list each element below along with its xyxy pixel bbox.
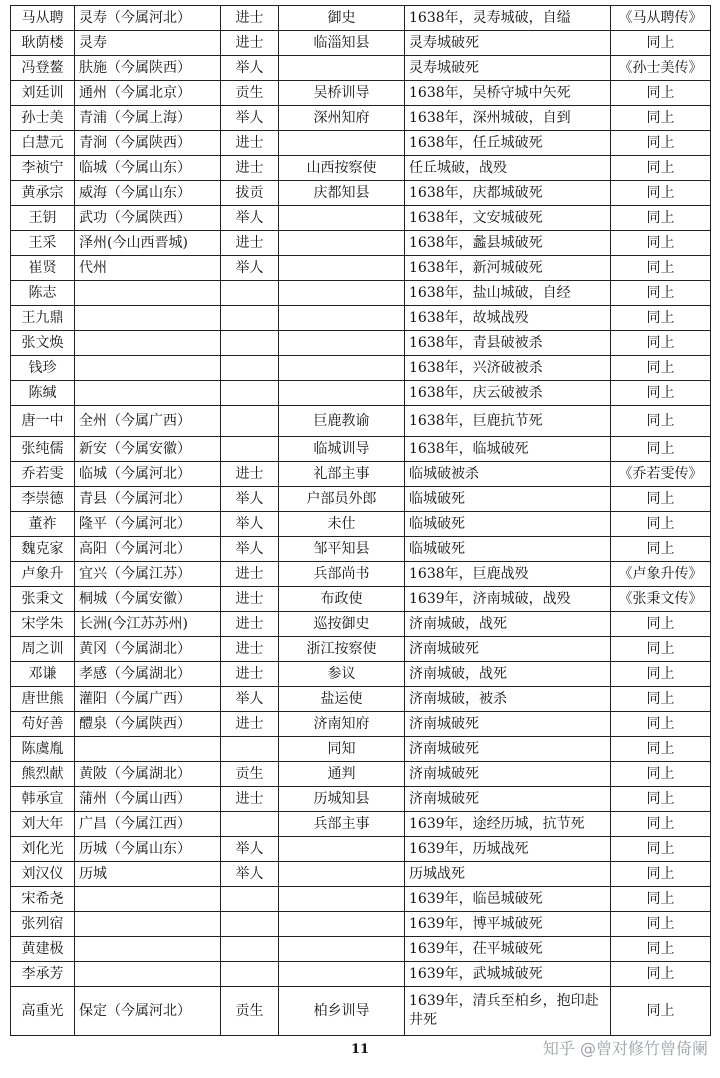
- cell-place: 泽州(今山西晋城): [75, 231, 221, 256]
- cell-degree: 举人: [221, 862, 279, 887]
- cell-degree: 举人: [221, 206, 279, 231]
- cell-degree: [221, 737, 279, 762]
- table-row: [11, 256, 711, 281]
- cell-name: 唐世熊: [11, 687, 75, 712]
- table-row: [11, 712, 711, 737]
- cell-office: [279, 306, 405, 331]
- cell-source: 《张秉文传》: [611, 587, 711, 612]
- cell-place: 孝感（今属湖北）: [75, 662, 221, 687]
- table-row: [11, 156, 711, 181]
- table-row: [11, 306, 711, 331]
- cell-office: [279, 837, 405, 862]
- page-number: 11: [350, 1042, 370, 1057]
- cell-place: [75, 962, 221, 987]
- cell-place: 蒲州（今属山西）: [75, 787, 221, 812]
- cell-event: 1638年，任丘城破死: [405, 131, 611, 156]
- cell-place: 高阳（今属河北）: [75, 537, 221, 562]
- cell-source: 同上: [611, 31, 711, 56]
- cell-degree: [221, 812, 279, 837]
- cell-source: 《卢象升传》: [611, 562, 711, 587]
- cell-office: 同知: [279, 737, 405, 762]
- cell-name: 张文焕: [11, 331, 75, 356]
- cell-place: 灵寿: [75, 31, 221, 56]
- table-row: [11, 206, 711, 231]
- cell-source: 同上: [611, 81, 711, 106]
- cell-office: 通判: [279, 762, 405, 787]
- cell-name: 白慧元: [11, 131, 75, 156]
- cell-event: 1638年，临城破死: [405, 437, 611, 462]
- cell-event: 1639年，清兵至柏乡，抱印赴井死: [405, 987, 611, 1036]
- cell-office: 山西按察使: [279, 156, 405, 181]
- table-row: [11, 937, 711, 962]
- cell-place: 新安（今属安徽）: [75, 437, 221, 462]
- table-row: [11, 381, 711, 406]
- table-row: [11, 662, 711, 687]
- cell-name: 张列宿: [11, 912, 75, 937]
- cell-source: 同上: [611, 156, 711, 181]
- watermark: 知乎 @曾对修竹曾倚阑: [542, 1039, 708, 1058]
- cell-degree: 进士: [221, 612, 279, 637]
- table-row: [11, 281, 711, 306]
- cell-event: 1638年，兴济破被杀: [405, 356, 611, 381]
- cell-degree: [221, 331, 279, 356]
- cell-source: 同上: [611, 281, 711, 306]
- cell-office: 兵部尚书: [279, 562, 405, 587]
- cell-name: 李祯宁: [11, 156, 75, 181]
- cell-name: 高重光: [11, 987, 75, 1036]
- cell-place: 青涧（今属陕西）: [75, 131, 221, 156]
- cell-event: 济南城破死: [405, 637, 611, 662]
- cell-event: 1638年，新河城破死: [405, 256, 611, 281]
- cell-source: 《马从聘传》: [611, 6, 711, 31]
- cell-name: 宋学朱: [11, 612, 75, 637]
- cell-place: 武功（今属陕西）: [75, 206, 221, 231]
- cell-event: 济南城破死: [405, 762, 611, 787]
- table-row: [11, 231, 711, 256]
- cell-place: [75, 381, 221, 406]
- cell-place: 威海（今属山东）: [75, 181, 221, 206]
- cell-source: 同上: [611, 662, 711, 687]
- cell-degree: [221, 887, 279, 912]
- cell-event: 1639年，临邑城破死: [405, 887, 611, 912]
- table-row: [11, 356, 711, 381]
- table-row: [11, 31, 711, 56]
- cell-source: 同上: [611, 862, 711, 887]
- cell-office: [279, 256, 405, 281]
- cell-place: 青浦（今属上海）: [75, 106, 221, 131]
- cell-degree: 进士: [221, 787, 279, 812]
- cell-name: 马从聘: [11, 6, 75, 31]
- cell-place: [75, 356, 221, 381]
- cell-office: [279, 231, 405, 256]
- table-row: [11, 56, 711, 81]
- table-row: [11, 812, 711, 837]
- cell-office: 临淄知县: [279, 31, 405, 56]
- cell-name: 黄承宗: [11, 181, 75, 206]
- cell-place: 代州: [75, 256, 221, 281]
- cell-event: 临城破被杀: [405, 462, 611, 487]
- cell-source: 《乔若雯传》: [611, 462, 711, 487]
- table-row: [11, 612, 711, 637]
- table-row: [11, 131, 711, 156]
- cell-degree: 进士: [221, 31, 279, 56]
- table-row: [11, 737, 711, 762]
- cell-name: 耿荫楼: [11, 31, 75, 56]
- table-row: [11, 437, 711, 462]
- cell-source: 同上: [611, 306, 711, 331]
- cell-name: 张秉文: [11, 587, 75, 612]
- cell-name: 冯登鳌: [11, 56, 75, 81]
- cell-office: [279, 912, 405, 937]
- cell-degree: 进士: [221, 6, 279, 31]
- cell-office: 布政使: [279, 587, 405, 612]
- table-row: [11, 862, 711, 887]
- cell-name: 刘化光: [11, 837, 75, 862]
- cell-office: 巨鹿教谕: [279, 406, 405, 437]
- cell-event: 1638年，灵寿城破，自缢: [405, 6, 611, 31]
- cell-name: 张纯儒: [11, 437, 75, 462]
- cell-office: 浙江按察使: [279, 637, 405, 662]
- table-row: [11, 487, 711, 512]
- cell-source: 同上: [611, 537, 711, 562]
- cell-event: 济南城破死: [405, 737, 611, 762]
- cell-place: 历城（今属山东）: [75, 837, 221, 862]
- cell-event: 济南城破死: [405, 712, 611, 737]
- cell-source: 同上: [611, 181, 711, 206]
- cell-source: 同上: [611, 487, 711, 512]
- cell-place: 临城（今属山东）: [75, 156, 221, 181]
- cell-name: 韩承宣: [11, 787, 75, 812]
- cell-source: 同上: [611, 256, 711, 281]
- cell-office: [279, 356, 405, 381]
- cell-place: 全州（今属广西）: [75, 406, 221, 437]
- cell-office: [279, 331, 405, 356]
- cell-name: 魏克家: [11, 537, 75, 562]
- cell-degree: 进士: [221, 462, 279, 487]
- cell-source: 同上: [611, 887, 711, 912]
- cell-event: 1638年，庆都城破死: [405, 181, 611, 206]
- cell-source: 同上: [611, 812, 711, 837]
- cell-office: [279, 281, 405, 306]
- table-row: [11, 887, 711, 912]
- cell-event: 1638年，巨鹿战殁: [405, 562, 611, 587]
- cell-name: 宋希尧: [11, 887, 75, 912]
- cell-office: [279, 862, 405, 887]
- cell-event: 任丘城破，战殁: [405, 156, 611, 181]
- cell-source: 同上: [611, 131, 711, 156]
- cell-name: 陈虞胤: [11, 737, 75, 762]
- table-row: [11, 406, 711, 437]
- cell-name: 陈缄: [11, 381, 75, 406]
- cell-place: 醴泉（今属陕西）: [75, 712, 221, 737]
- cell-office: 未仕: [279, 512, 405, 537]
- table-row: [11, 962, 711, 987]
- cell-source: 同上: [611, 737, 711, 762]
- cell-place: 长洲(今江苏苏州): [75, 612, 221, 637]
- cell-event: 济南城破，战死: [405, 612, 611, 637]
- cell-degree: [221, 281, 279, 306]
- table-row: [11, 762, 711, 787]
- cell-source: 同上: [611, 381, 711, 406]
- table-row: [11, 462, 711, 487]
- cell-office: [279, 56, 405, 81]
- cell-name: 陈志: [11, 281, 75, 306]
- cell-source: 同上: [611, 106, 711, 131]
- table-row: [11, 787, 711, 812]
- cell-office: 巡按御史: [279, 612, 405, 637]
- cell-place: 广昌（今属江西）: [75, 812, 221, 837]
- cell-degree: 举人: [221, 512, 279, 537]
- table-row: [11, 637, 711, 662]
- cell-office: 邹平知县: [279, 537, 405, 562]
- cell-degree: 举人: [221, 537, 279, 562]
- cell-name: 刘汉仪: [11, 862, 75, 887]
- cell-event: 1639年，途经历城，抗节死: [405, 812, 611, 837]
- cell-source: 同上: [611, 787, 711, 812]
- table-row: [11, 562, 711, 587]
- cell-name: 孙士美: [11, 106, 75, 131]
- cell-event: 1638年，蠡县城破死: [405, 231, 611, 256]
- cell-office: 历城知县: [279, 787, 405, 812]
- cell-place: 肤施（今属陕西）: [75, 56, 221, 81]
- cell-source: 同上: [611, 206, 711, 231]
- table-row: [11, 537, 711, 562]
- cell-event: 1638年，巨鹿抗节死: [405, 406, 611, 437]
- cell-place: 桐城（今属安徽）: [75, 587, 221, 612]
- cell-degree: 举人: [221, 56, 279, 81]
- cell-degree: [221, 356, 279, 381]
- cell-place: [75, 281, 221, 306]
- cell-office: 济南知府: [279, 712, 405, 737]
- cell-source: 《孙士美传》: [611, 56, 711, 81]
- table-row: [11, 81, 711, 106]
- cell-degree: 贡生: [221, 762, 279, 787]
- cell-event: 济南城破，战死: [405, 662, 611, 687]
- cell-place: [75, 912, 221, 937]
- cell-office: 兵部主事: [279, 812, 405, 837]
- cell-office: 礼部主事: [279, 462, 405, 487]
- cell-office: 庆都知县: [279, 181, 405, 206]
- cell-degree: 进士: [221, 562, 279, 587]
- cell-source: 同上: [611, 637, 711, 662]
- cell-name: 王九鼎: [11, 306, 75, 331]
- cell-event: 历城战死: [405, 862, 611, 887]
- table-row: [11, 687, 711, 712]
- cell-degree: 进士: [221, 231, 279, 256]
- cell-office: 柏乡训导: [279, 987, 405, 1036]
- table-row: [11, 106, 711, 131]
- cell-name: 苟好善: [11, 712, 75, 737]
- cell-place: 临城（今属河北）: [75, 462, 221, 487]
- roster-body: [11, 6, 711, 1036]
- cell-degree: [221, 406, 279, 437]
- cell-event: 1638年，文安城破死: [405, 206, 611, 231]
- cell-event: 临城破死: [405, 537, 611, 562]
- cell-name: 崔贤: [11, 256, 75, 281]
- cell-event: 1638年，庆云破被杀: [405, 381, 611, 406]
- cell-office: [279, 887, 405, 912]
- cell-office: 盐运使: [279, 687, 405, 712]
- cell-name: 黄建极: [11, 937, 75, 962]
- cell-name: 唐一中: [11, 406, 75, 437]
- cell-event: 临城破死: [405, 512, 611, 537]
- cell-place: [75, 737, 221, 762]
- cell-source: 同上: [611, 612, 711, 637]
- cell-degree: 进士: [221, 637, 279, 662]
- cell-source: 同上: [611, 331, 711, 356]
- cell-place: 保定（今属河北）: [75, 987, 221, 1036]
- cell-degree: 拔贡: [221, 181, 279, 206]
- cell-office: [279, 381, 405, 406]
- cell-event: 临城破死: [405, 487, 611, 512]
- table-row: [11, 331, 711, 356]
- cell-name: 董祚: [11, 512, 75, 537]
- cell-name: 王采: [11, 231, 75, 256]
- cell-degree: 举人: [221, 487, 279, 512]
- cell-event: 1638年，故城战殁: [405, 306, 611, 331]
- cell-degree: 举人: [221, 256, 279, 281]
- cell-degree: [221, 437, 279, 462]
- table-row: [11, 587, 711, 612]
- cell-source: 同上: [611, 962, 711, 987]
- cell-degree: 进士: [221, 156, 279, 181]
- cell-source: 同上: [611, 437, 711, 462]
- cell-event: 济南城破死: [405, 787, 611, 812]
- cell-source: 同上: [611, 912, 711, 937]
- cell-name: 刘大年: [11, 812, 75, 837]
- cell-place: 历城: [75, 862, 221, 887]
- cell-place: [75, 331, 221, 356]
- cell-event: 1638年，深州城破，自到: [405, 106, 611, 131]
- cell-place: 灌阳（今属广西）: [75, 687, 221, 712]
- cell-place: 黄陂（今属湖北）: [75, 762, 221, 787]
- cell-degree: 举人: [221, 837, 279, 862]
- cell-place: 通州（今属北京）: [75, 81, 221, 106]
- cell-source: 同上: [611, 356, 711, 381]
- cell-event: 济南城破，被杀: [405, 687, 611, 712]
- cell-event: 灵寿城破死: [405, 31, 611, 56]
- cell-place: 隆平（今属河北）: [75, 512, 221, 537]
- table-row: [11, 987, 711, 1036]
- cell-event: 1638年，盐山城破，自经: [405, 281, 611, 306]
- cell-name: 钱珍: [11, 356, 75, 381]
- cell-degree: [221, 381, 279, 406]
- cell-office: 户部员外郎: [279, 487, 405, 512]
- cell-name: 卢象升: [11, 562, 75, 587]
- cell-source: 同上: [611, 712, 711, 737]
- cell-event: 1639年，博平城破死: [405, 912, 611, 937]
- cell-source: 同上: [611, 762, 711, 787]
- table-row: [11, 6, 711, 31]
- cell-degree: [221, 912, 279, 937]
- cell-place: 黄冈（今属湖北）: [75, 637, 221, 662]
- cell-event: 1639年，济南城破，战殁: [405, 587, 611, 612]
- cell-source: 同上: [611, 406, 711, 437]
- cell-name: 李崇德: [11, 487, 75, 512]
- cell-office: 吴桥训导: [279, 81, 405, 106]
- cell-source: 同上: [611, 231, 711, 256]
- cell-degree: 举人: [221, 106, 279, 131]
- cell-place: [75, 937, 221, 962]
- cell-degree: 贡生: [221, 987, 279, 1036]
- cell-office: [279, 131, 405, 156]
- cell-degree: [221, 937, 279, 962]
- cell-place: 宜兴（今属江苏）: [75, 562, 221, 587]
- cell-degree: 贡生: [221, 81, 279, 106]
- cell-source: 同上: [611, 687, 711, 712]
- cell-source: 同上: [611, 937, 711, 962]
- martyr-roster-table: [10, 5, 711, 1036]
- cell-event: 1639年，武城城破死: [405, 962, 611, 987]
- cell-event: 灵寿城破死: [405, 56, 611, 81]
- cell-degree: 进士: [221, 131, 279, 156]
- cell-office: [279, 937, 405, 962]
- cell-source: 同上: [611, 512, 711, 537]
- cell-event: 1639年，历城战死: [405, 837, 611, 862]
- cell-degree: [221, 962, 279, 987]
- cell-degree: 进士: [221, 587, 279, 612]
- table-row: [11, 512, 711, 537]
- cell-name: 熊烈献: [11, 762, 75, 787]
- cell-office: 参议: [279, 662, 405, 687]
- table-row: [11, 837, 711, 862]
- cell-degree: 进士: [221, 712, 279, 737]
- cell-name: 刘廷训: [11, 81, 75, 106]
- cell-name: 周之训: [11, 637, 75, 662]
- cell-source: 同上: [611, 987, 711, 1036]
- cell-office: 御史: [279, 6, 405, 31]
- cell-name: 李承芳: [11, 962, 75, 987]
- cell-degree: 举人: [221, 687, 279, 712]
- cell-place: [75, 887, 221, 912]
- cell-event: 1639年，茌平城破死: [405, 937, 611, 962]
- cell-name: 王钥: [11, 206, 75, 231]
- cell-event: 1638年，吴桥守城中矢死: [405, 81, 611, 106]
- cell-degree: [221, 306, 279, 331]
- table-row: [11, 181, 711, 206]
- cell-degree: 进士: [221, 662, 279, 687]
- cell-event: 1638年，青县破被杀: [405, 331, 611, 356]
- cell-office: 深州知府: [279, 106, 405, 131]
- table-row: [11, 912, 711, 937]
- cell-office: [279, 962, 405, 987]
- cell-place: 青县（今属河北）: [75, 487, 221, 512]
- cell-name: 邓谦: [11, 662, 75, 687]
- cell-source: 同上: [611, 837, 711, 862]
- cell-office: 临城训导: [279, 437, 405, 462]
- cell-place: [75, 306, 221, 331]
- cell-office: [279, 206, 405, 231]
- cell-name: 乔若雯: [11, 462, 75, 487]
- cell-place: 灵寿（今属河北）: [75, 6, 221, 31]
